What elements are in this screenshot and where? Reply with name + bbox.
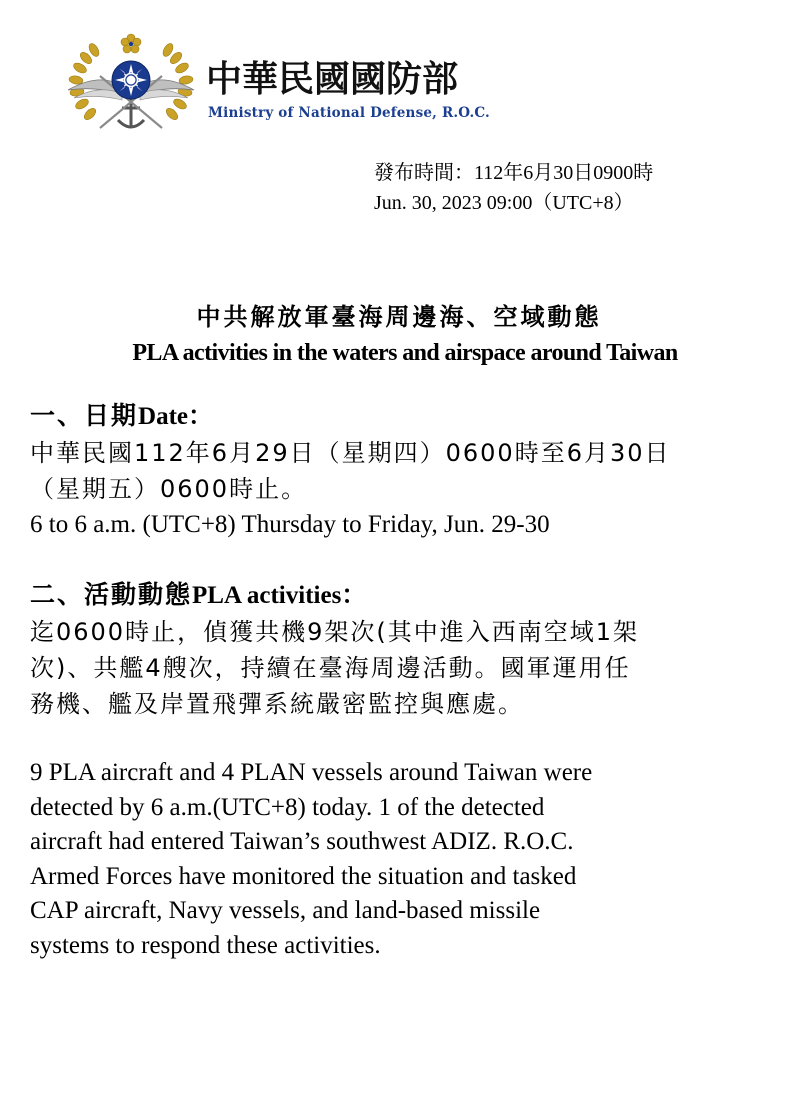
section-spacer: [30, 543, 770, 577]
section-date-heading-suffix: ：: [188, 401, 216, 430]
release-time-zh: 發布時間：112年6月30日0900時: [374, 162, 654, 184]
date-en: 6 to 6 a.m. (UTC+8) Thursday to Friday, Jun. 29-30: [30, 511, 550, 538]
org-name-en: Ministry of National Defense, R.O.C.: [208, 105, 490, 121]
activities-zh-line-1: 迄0600時止，偵獲共機9架次(其中進入西南空域1架: [30, 618, 639, 646]
date-zh-line-2: （星期五）0600時止。: [30, 475, 308, 503]
section-spacer: [30, 722, 770, 756]
mnd-emblem-icon: [60, 28, 202, 140]
activities-en-paragraph: [30, 756, 770, 964]
activities-en-line-5: CAP aircraft, Navy vessels, and land-based missile: [30, 897, 541, 925]
activities-en-line-4: Armed Forces have monitored the situation and tasked: [30, 862, 577, 890]
activities-zh-line-2: 次)、共艦4艘次，持續在臺海周邊活動。國軍運用任: [30, 654, 631, 682]
release-time-block: [374, 158, 653, 218]
section-date-heading-prefix: 一、日期: [30, 401, 139, 430]
letterhead: [60, 28, 540, 140]
title-en: PLA activities in the waters and airspace around Taiwan: [132, 340, 678, 366]
activities-en-line-6: systems to respond these activities.: [30, 931, 381, 959]
section-activities-heading-en: PLA activities: [192, 582, 342, 609]
activities-en-line-1: 9 PLA aircraft and 4 PLAN vessels around Taiwan were: [30, 759, 593, 786]
section-date-heading-en: Date: [138, 403, 188, 430]
section-activities-heading: [30, 577, 770, 614]
release-time-en: Jun. 30, 2023 09:00（UTC+8）: [374, 192, 634, 214]
section-date-heading: [30, 398, 770, 435]
document-title: [0, 300, 794, 372]
activities-zh-line-3: 務機、艦及岸置飛彈系統嚴密監控與應處。: [30, 690, 524, 718]
title-zh: 中共解放軍臺海周邊海、空域動態: [196, 303, 602, 331]
org-name-zh: 中華民國國防部: [206, 59, 459, 100]
document-body: [30, 398, 770, 964]
section-activities-heading-prefix: 二、活動動態: [30, 580, 193, 609]
date-zh-line-1: 中華民國112年6月29日（星期四）0600時至6月30日: [30, 439, 671, 467]
activities-en-line-3: aircraft had entered Taiwan’s southwest ADIZ. R.O.C.: [30, 828, 574, 856]
section-activities-heading-suffix: ：: [341, 580, 369, 609]
activities-en-line-2: detected by 6 a.m.(UTC+8) today. 1 of the detected: [30, 793, 545, 821]
